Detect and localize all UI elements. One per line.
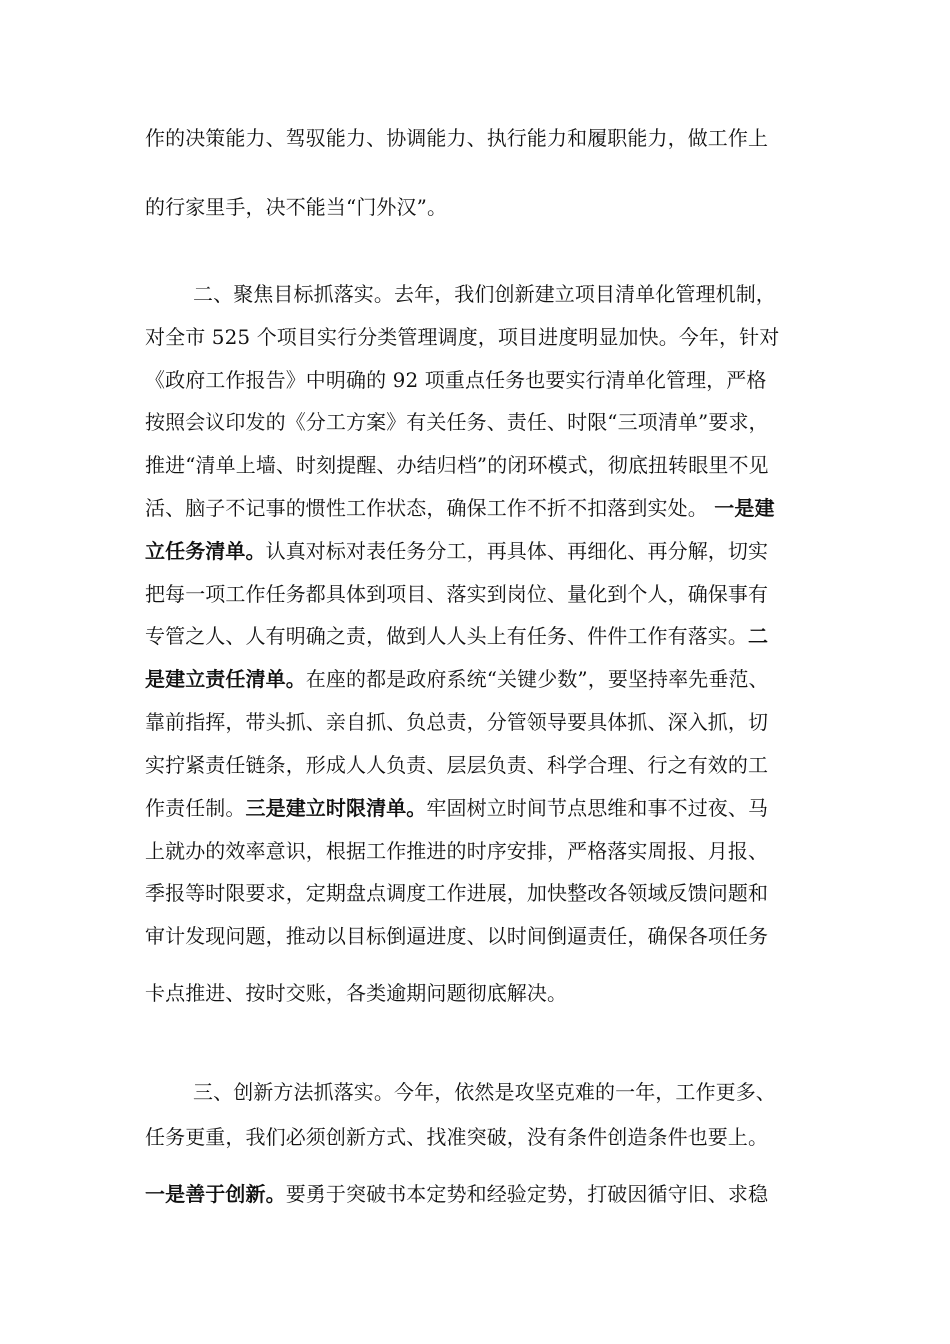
text-line: 上就办的效率意识，根据工作推进的时序安排，严格落实周报、月报、 [145, 839, 769, 863]
text-line: 把每一项工作任务都具体到项目、落实到岗位、量化到个人，确保事有 [145, 582, 769, 606]
text-line [145, 492, 835, 524]
text-run: 作责任制。 [145, 796, 246, 820]
text-line: 卡点推进、按时交账，各类逾期问题彻底解决。 [145, 981, 568, 1005]
text-line [145, 792, 835, 824]
bold-text-run: 三是建立时限清单。 [245, 796, 427, 820]
text-line [145, 1178, 835, 1210]
text-run: 认真对标对表任务分工，再具体、再细化、再分解，切实 [265, 539, 769, 563]
text-run: 在座的都是政府系统“关键少数”，要坚持率先垂范、 [305, 667, 769, 691]
paragraph-heading-2: 二、聚焦目标抓落实。去年，我们创新建立项目清单化管理机制， [193, 282, 776, 306]
bold-text-run: 是建立责任清单。 [145, 667, 306, 691]
text-line: 靠前指挥，带头抓、亲自抓、负总责，分管领导要具体抓、深入抓，切 [145, 710, 769, 734]
text-line: 推进“清单上墙、时刻提醒、办结归档”的闭环模式，彻底扭转眼里不见 [145, 453, 769, 477]
bold-text-run: 立任务清单。 [145, 539, 266, 563]
text-line: 按照会议印发的《分工方案》有关任务、责任、时限“三项清单”要求， [145, 410, 769, 434]
bold-text-run: 二 [748, 624, 769, 648]
text-line: 季报等时限要求，定期盘点调度工作进展，加快整改各领域反馈问题和 [145, 881, 769, 905]
text-line: 实拧紧责任链条，形成人人负责、层层负责、科学合理、行之有效的工 [145, 753, 769, 777]
text-run: 要勇于突破书本定势和经验定势，打破因循守旧、求稳 [285, 1182, 769, 1206]
text-line: 任务更重，我们必须创新方式、找准突破，没有条件创造条件也要上。 [145, 1125, 769, 1149]
text-line: 的行家里手，决不能当“门外汉”。 [145, 195, 448, 219]
text-line: 对全市 525 个项目实行分类管理调度，项目进度明显加快。今年，针对 [145, 325, 780, 349]
text-line [145, 620, 835, 652]
text-line: 作的决策能力、驾驭能力、协调能力、执行能力和履职能力，做工作上 [145, 126, 769, 150]
text-line: 审计发现问题，推动以目标倒逼进度、以时间倒逼责任，确保各项任务 [145, 924, 769, 948]
text-line [145, 663, 835, 695]
bold-text-run: 一是建 [714, 496, 775, 520]
text-run: 牢固树立时间节点思维和事不过夜、马 [426, 796, 769, 820]
paragraph-heading-3: 三、创新方法抓落实。今年，依然是攻坚克难的一年，工作更多、 [193, 1080, 776, 1104]
text-run: 专管之人、人有明确之责，做到人人头上有任务、件件工作有落实。 [145, 624, 748, 648]
bold-text-run: 一是善于创新。 [145, 1182, 286, 1206]
text-line: 《政府工作报告》中明确的 92 项重点任务也要实行清单化管理，严格 [145, 368, 767, 392]
text-line [145, 535, 835, 567]
text-run: 活、脑子不记事的惯性工作状态，确保工作不折不扣落到实处。 [145, 496, 715, 520]
